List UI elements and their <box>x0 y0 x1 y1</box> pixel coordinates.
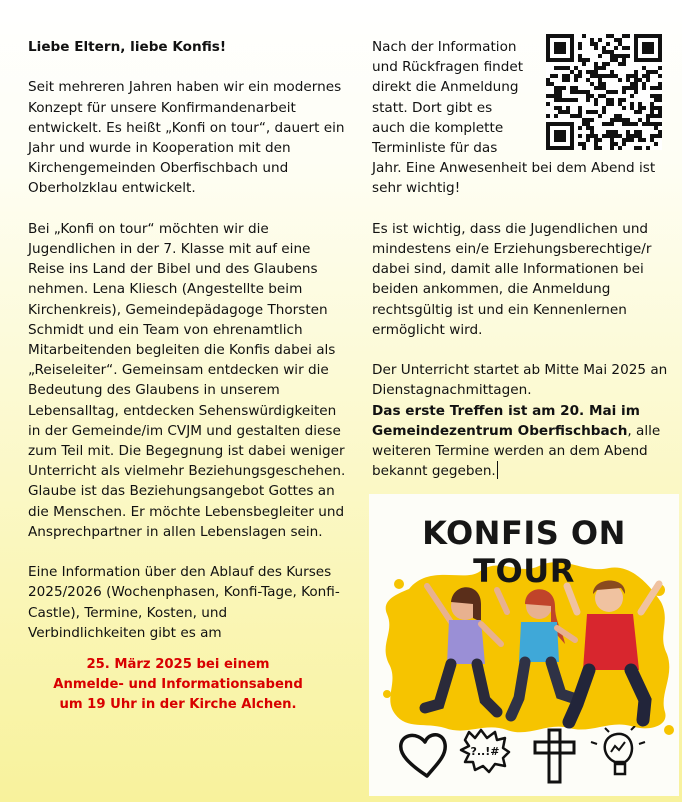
greeting: Liebe Eltern, liebe Konfis! <box>28 39 227 55</box>
start-paragraph: Der Unterricht startet ab Mitte Mai 2025 an Dienstagnachmittagen. <box>372 362 668 399</box>
text-line: Terminliste für das <box>372 140 498 157</box>
first-meeting-rest: , alle weiteren Termine werden an dem Abend bekannt gegeben. <box>372 422 661 480</box>
first-meeting-paragraph <box>372 401 672 482</box>
heart-icon <box>401 735 445 776</box>
event-highlight-line: Anmelde- und Informationsabend <box>53 677 303 693</box>
konfis-on-tour-poster <box>369 494 679 796</box>
lightbulb-icon <box>591 726 645 774</box>
speech-bubble-icon <box>461 730 509 772</box>
text-line: statt. Dort gibt es <box>372 99 493 116</box>
poster-title: KONFIS ON TOUR <box>422 514 626 590</box>
cross-icon <box>535 730 574 782</box>
poster-icon-row <box>369 726 679 786</box>
info-paragraph: Eine Information über den Ablauf des Kurses 2025/2026 (Wochenphasen, Konfi-Tage, Konfi-Castle), Termine, Kosten, und Verbindlichkeiten gibt es am <box>28 564 340 641</box>
left-column <box>28 37 346 715</box>
intro-paragraph: Seit mehreren Jahren haben wir ein modernes Konzept für unsere Konfirmandenarbeit entwickelt. Es heißt „Konfi on tour“, dauert ein Jahr und wurde in Kooperation mit den Kirchengemeinden Oberfischbach und Oberholzklau entwickelt. <box>28 79 345 197</box>
text-line: Nach der Information <box>372 39 517 55</box>
text-line: auch die komplette <box>372 119 504 136</box>
text-line: direkt die Anmeldung <box>372 79 519 96</box>
text-cursor <box>497 461 499 479</box>
first-meeting-bold: Das erste Treffen ist am 20. Mai im Gemeindezentrum Oberfischbach <box>372 402 640 439</box>
event-highlight <box>28 655 328 715</box>
event-highlight-line: um 19 Uhr in der Kirche Alchen. <box>59 697 297 713</box>
event-highlight-line: 25. März 2025 bei einem <box>86 657 270 673</box>
qr-code-icon[interactable] <box>546 34 662 150</box>
speech-bubble-text: ?..!# <box>470 745 500 758</box>
attendance-paragraph: Es ist wichtig, dass die Jugendlichen und mindestens ein/e Erziehungsberechtige/r dabei sind, damit alle Informationen bei beiden ankommen, die Anmeldung rechtsgültig ist und ein Kennenlernen ermöglicht wird. <box>372 220 652 338</box>
text-line: und Rückfragen findet <box>372 59 524 76</box>
program-paragraph: Bei „Konfi on tour“ möchten wir die Jugendlichen in der 7. Klasse mit auf eine Reise ins Land der Bibel und des Glaubens nehmen. Lena Kliesch (Angestellte beim Kirchenkreis), Gemeindepädagoge Thorsten Schmidt und ein Team von ehrenamtlich Mitarbeitenden begleiten die Konfis dabei als „Reiseleiter“. Gemeinsam entdecken wir die Bedeutung des Glaubens in unserem Lebensalltag, entdecken Sehenswürdigkeiten in der Gemeinde/im CVJM und gestalten diese zum Teil mit. Die Begegnung ist dabei weniger Unterricht als vielmehr Beziehungsgeschehen. Glaube ist das Beziehungsangebot Gottes an die Menschen. Er möchte Lebensbegleiter und Ansprechpartner in allen Lebenslagen sein. <box>28 220 346 540</box>
text-line: Jahr. Eine Anwesenheit bei dem Abend ist sehr wichtig! <box>372 160 656 197</box>
